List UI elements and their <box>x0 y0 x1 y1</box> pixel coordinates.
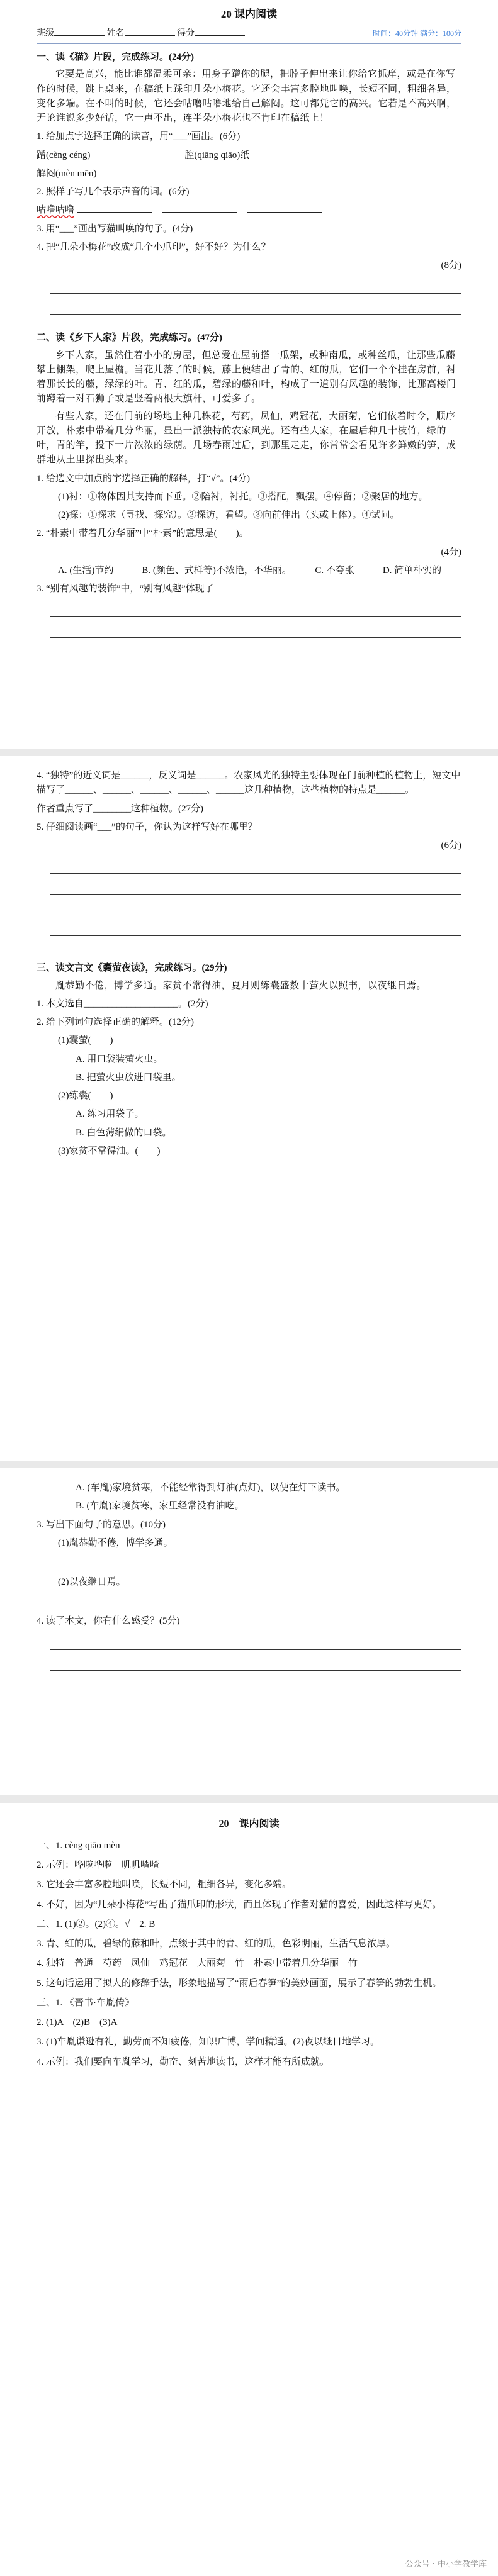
answer-item: 4. 独特 普通 芍药 凤仙 鸡冠花 大丽菊 竹 朴素中带着几分华丽 竹 <box>37 1958 358 1969</box>
question-example: 咕噜咕噜 <box>37 203 461 218</box>
passage-paragraph: 胤恭勤不倦，博学多通。家贫不常得油，夏月则练囊盛数十萤火以照书，以夜继日焉。 <box>55 980 427 991</box>
class-label: 班级 <box>37 29 54 39</box>
points: (4分) <box>441 547 461 557</box>
option: B. 把萤火虫放进口袋里。 <box>76 1072 181 1083</box>
answer-item: 2. (1)A (2)B (3)A <box>37 2017 118 2028</box>
page-2 <box>0 756 498 1461</box>
sub-question: (3)家贫不常得油。( ) <box>58 1146 161 1156</box>
question: 3. 用“___”画出写猫叫唤的句子。(4分) <box>37 223 193 234</box>
answer-line[interactable] <box>50 1595 461 1610</box>
points: (6分) <box>441 840 461 850</box>
question: 2. 给下列词句选择正确的解释。(12分) <box>37 1017 194 1027</box>
watermark: 公众号 · 中小学教学库 <box>405 2559 487 2569</box>
question: 2. “朴素中带着几分华丽”中“朴素”的意思是( )。 <box>37 528 249 539</box>
answer-line[interactable] <box>50 1634 461 1650</box>
page-3 <box>0 1468 498 1795</box>
answer-item: 4. 不好，因为“几朵小梅花”写出了猫爪印的形状，而且体现了作者对猫的喜爱，因此这样写更好。 <box>37 1899 442 1910</box>
answer-item: 5. 这句话运用了拟人的修辞手法，形象地描写了“雨后春笋”的美妙画面，展示了春笋的勃勃生机。 <box>37 1978 442 1988</box>
answer-line[interactable] <box>50 858 461 874</box>
question: 1. 给加点字选择正确的读音，用“___”画出。(6分) <box>37 131 241 142</box>
answer-line[interactable] <box>50 879 461 895</box>
answer-item: 一、1. cèng qiāo mèn <box>37 1840 120 1851</box>
section-1-heading: 一、读《猫》片段，完成练习。(24分) <box>37 52 194 63</box>
answer-line[interactable] <box>50 1655 461 1671</box>
question: 4. “独特”的近义词是______，反义词是______。农家风光的独特主要体现在门前种植的植物上，短文中描写了______、______、______、______、______这几种植物，这些植物的特点是______。 <box>37 771 461 796</box>
section-3-heading: 三、读文言文《囊萤夜读》，完成练习。(29分) <box>37 963 227 974</box>
question: 1. 本文选自____________________。(2分) <box>37 998 208 1009</box>
divider <box>37 43 461 44</box>
section-2-heading: 二、读《乡下人家》片段，完成练习。(47分) <box>37 333 222 343</box>
answer-item: 3. (1)车胤谦逊有礼，勤劳而不知疲倦，知识广博，学问精通。(2)夜以继日地学习。 <box>37 2037 380 2048</box>
answer-item: 二、1. (1)②。(2)④。√ 2. B <box>37 1919 156 1929</box>
header-info <box>37 26 461 41</box>
question-detail: 蹭(cèng céng) 腔(qiāng qiāo)纸 <box>37 150 250 160</box>
answer-page <box>0 1803 498 2576</box>
sub-question: (1)胤恭勤不倦，博学多通。 <box>58 1537 173 1548</box>
question-option: A. (生活)节约 B. (颜色、式样等)不浓艳，不华丽。 C. 不夸张 D. 简单朴实的 <box>58 565 442 576</box>
question: 4. 把“几朵小梅花”改成“几个小爪印”，好不好？为什么？ <box>37 242 271 252</box>
score-label: 得分 <box>177 29 195 39</box>
answer-item: 3. 它还会丰富多腔地叫唤，长短不同，粗细各异，变化多端。 <box>37 1880 292 1890</box>
option: A. 练习用袋子。 <box>76 1109 144 1120</box>
sub-question: (1)囊萤( ) <box>58 1035 113 1046</box>
question: 3. 写出下面句子的意思。(10分) <box>37 1519 166 1530</box>
option: B. 白色薄绢做的口袋。 <box>76 1127 172 1138</box>
points: (8分) <box>441 260 461 271</box>
question-option: (2)探：①探求（寻找、探究）。②探访，看望。③向前伸出（头或上体）。④试问。 <box>58 510 400 521</box>
sub-question: (2)以夜继日焉。 <box>58 1577 126 1587</box>
option: B. (车胤)家境贫寒，家里经常没有油吃。 <box>76 1501 244 1512</box>
question: 3. “别有风趣的装饰”中，“别有风趣”体现了 <box>37 584 214 594</box>
question-option: (1)衬：①物体因其支持而下垂。②陪衬，衬托。③搭配，飘摆。④停留；②聚居的地方。 <box>58 491 428 502</box>
passage-paragraph: 有些人家，还在门前的场地上种几株花，芍药，凤仙，鸡冠花，大丽菊，它们依着时令，顺序开放，朴素中带着几分华丽，显出一派独特的农家风光。还有些人家，在屋后种几十枝竹，绿的叶，青的竿，投下一片浓浓的绿荫。几场春雨过后，到那里走走，你常常会看见许多鲜嫩的笋，成群地从土里探出头来。 <box>37 411 456 466</box>
passage-paragraph: 乡下人家，虽然住着小小的房屋，但总爱在屋前搭一瓜架，或种南瓜，或种丝瓜，让那些瓜藤攀上棚架，爬上屋檐。当花儿落了的时候，藤上便结出了青的、红的瓜，它们一个个挂在房前，衬着那长长的藤，绿绿的叶。青、红的瓜，碧绿的藤和叶，构成了一道别有风趣的装饰，比那高楼门前蹲着一对石狮子或是竖着两根大旗杆，可爱多了。 <box>37 350 456 404</box>
question: 2. 照样子写几个表示声音的词。(6分) <box>37 187 190 198</box>
answer-line[interactable] <box>50 299 461 315</box>
time-info: 时间：40分钟 满分：100分 <box>372 29 461 38</box>
answer-line[interactable] <box>50 900 461 915</box>
answer-item: 4. 示例：我们要向车胤学习，勤奋、刻苦地读书，这样才能有所成就。 <box>37 2056 330 2067</box>
question-detail: 解闷(mèn mēn) <box>37 168 97 179</box>
question: 作者重点写了________这种植物。(27分) <box>37 803 203 814</box>
option: A. 用口袋装萤火虫。 <box>76 1054 163 1064</box>
page-title: 20 课内阅读 <box>220 8 278 20</box>
answer-title: 20 课内阅读 <box>218 1819 280 1829</box>
question: 5. 仔细阅读画“___”的句子，你认为这样写好在哪里？ <box>37 822 257 832</box>
answer-item: 2. 示例：哗啦哗啦 叽叽喳喳 <box>37 1860 160 1871</box>
name-label: 姓名 <box>106 29 125 39</box>
answer-item: 3. 青、红的瓜，碧绿的藤和叶，点缀于其中的青、红的瓜，色彩明丽，生活气息浓厚。 <box>37 1939 396 1949</box>
answer-line[interactable] <box>50 920 461 936</box>
sub-question: (2)练囊( ) <box>58 1091 113 1101</box>
answer-line[interactable] <box>50 622 461 638</box>
answer-line[interactable] <box>50 1556 461 1571</box>
option: A. (车胤)家境贫寒，不能经常得到灯油(点灯)，以便在灯下读书。 <box>76 1483 346 1493</box>
answer-line[interactable] <box>50 278 461 294</box>
question: 1. 给选文中加点的字选择正确的解释，打“√”。(4分) <box>37 473 251 484</box>
question: 4. 读了本文，你有什么感受？(5分) <box>37 1616 180 1627</box>
answer-item: 三、1. 《晋书·车胤传》 <box>37 1997 134 2008</box>
page-1 <box>0 0 498 749</box>
answer-line[interactable] <box>50 601 461 617</box>
passage-paragraph: 它要是高兴，能比谁都温柔可亲：用身子蹭你的腿，把脖子伸出来让你给它抓痒，或是在你写作的时候，跳上桌来，在稿纸上踩印几朵小梅花。它还会丰富多腔地叫唤，长短不同，粗细各异，变化多端。在不叫的时候，它还会咕噜咕噜地给自己解闷。这可都凭它的高兴。它若是不高兴啊，无论谁说多少好话，它一声不出，连半朵小梅花也不肯印在稿纸上！ <box>37 69 456 124</box>
